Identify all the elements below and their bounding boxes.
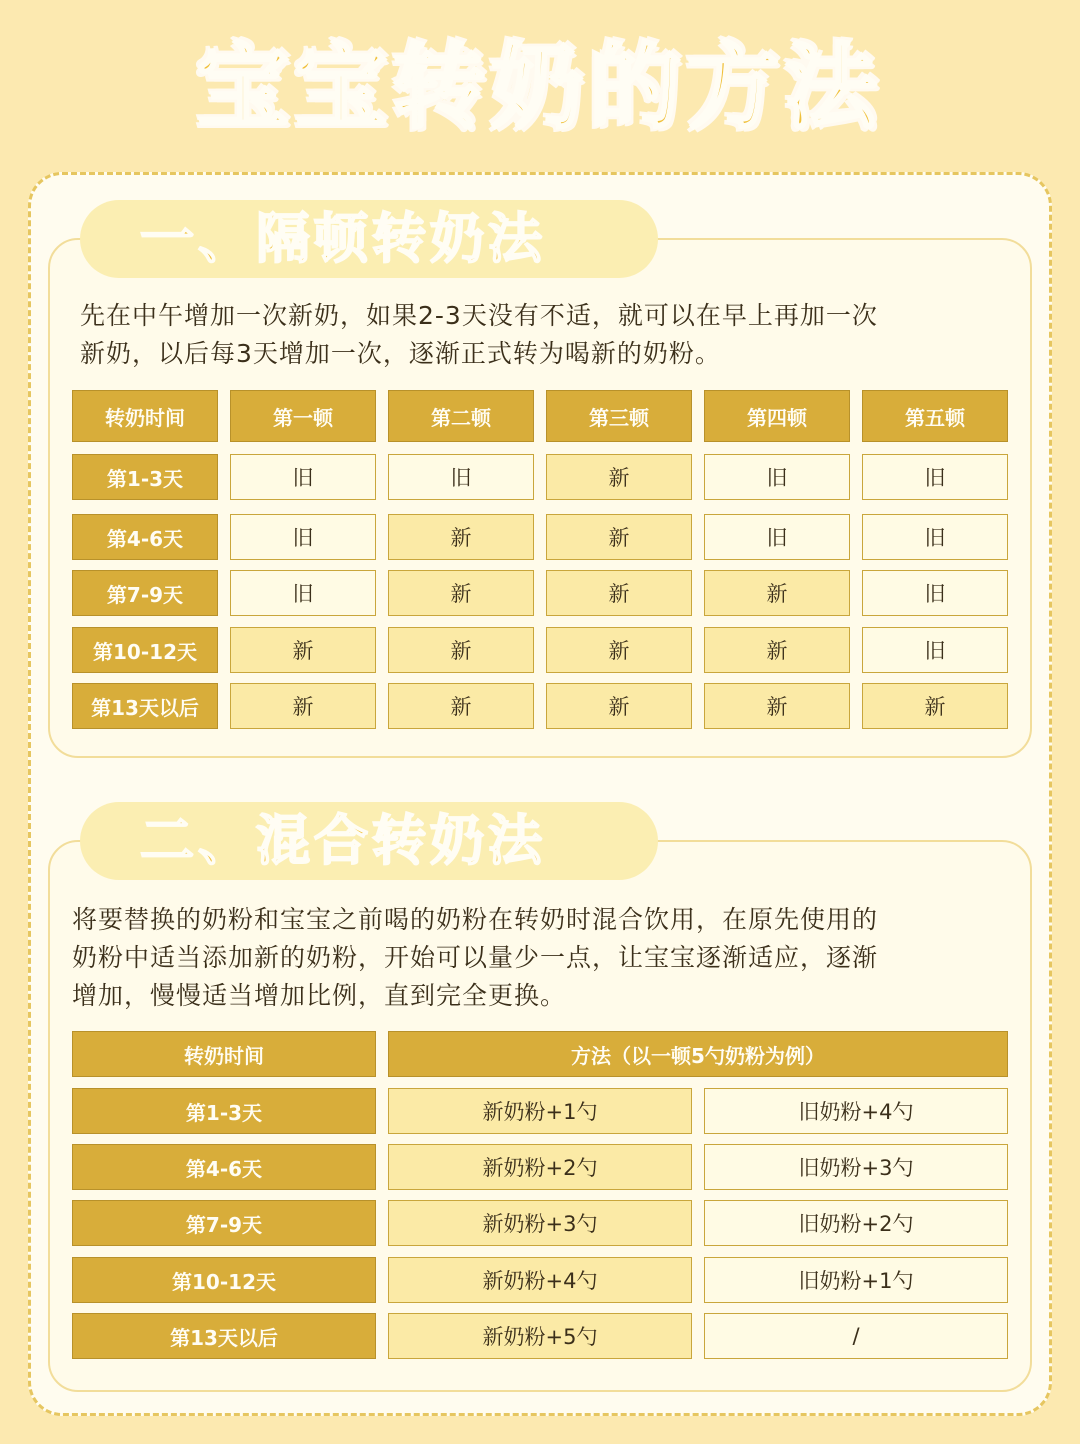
table-header-cell: 第四顿 [704, 390, 850, 442]
table-cell: 新 [230, 627, 376, 673]
table-cell: 新 [546, 454, 692, 500]
row-label: 第10-12天 [72, 1257, 376, 1303]
row-label: 第7-9天 [72, 1200, 376, 1246]
row-label: 第1-3天 [72, 1088, 376, 1134]
row-label: 第4-6天 [72, 514, 218, 560]
old-formula-cell: 旧奶粉+2勺 [704, 1200, 1008, 1246]
table-header-cell: 转奶时间 [72, 1031, 376, 1077]
row-label: 第1-3天 [72, 454, 218, 500]
row-label: 第7-9天 [72, 570, 218, 616]
table-cell: 新 [546, 683, 692, 729]
table-header-cell: 第一顿 [230, 390, 376, 442]
old-formula-cell: 旧奶粉+1勺 [704, 1257, 1008, 1303]
table-cell: 旧 [862, 627, 1008, 673]
table-header-cell: 转奶时间 [72, 390, 218, 442]
table-cell: 旧 [230, 570, 376, 616]
table-cell: 旧 [704, 454, 850, 500]
row-label: 第13天以后 [72, 1313, 376, 1359]
table-header-cell: 第三顿 [546, 390, 692, 442]
table-cell: 新 [388, 627, 534, 673]
section-description [72, 901, 992, 1015]
new-formula-cell: 新奶粉+5勺 [388, 1313, 692, 1359]
table-cell: 新 [230, 683, 376, 729]
table-cell: 新 [704, 570, 850, 616]
row-label: 第10-12天 [72, 627, 218, 673]
table-cell: 新 [388, 683, 534, 729]
row-label: 第13天以后 [72, 683, 218, 729]
new-formula-cell: 新奶粉+1勺 [388, 1088, 692, 1134]
section-heading-mix-method: 二、混合转奶法 [140, 809, 546, 872]
old-formula-cell: 旧奶粉+3勺 [704, 1144, 1008, 1190]
table-cell: 旧 [862, 570, 1008, 616]
table-header-cell: 第五顿 [862, 390, 1008, 442]
table-cell: 新 [704, 627, 850, 673]
old-formula-cell: / [704, 1313, 1008, 1359]
table-header-cell: 方法（以一顿5勺奶粉为例） [388, 1031, 1008, 1077]
table-cell: 新 [862, 683, 1008, 729]
old-formula-cell: 旧奶粉+4勺 [704, 1088, 1008, 1134]
new-formula-cell: 新奶粉+2勺 [388, 1144, 692, 1190]
new-formula-cell: 新奶粉+3勺 [388, 1200, 692, 1246]
table-cell: 旧 [230, 514, 376, 560]
description-line: 将要替换的奶粉和宝宝之前喝的奶粉在转奶时混合饮用，在原先使用的 [72, 905, 879, 934]
row-label: 第4-6天 [72, 1144, 376, 1190]
table-cell: 新 [546, 570, 692, 616]
table-cell: 新 [546, 514, 692, 560]
description-line: 奶粉中适当添加新的奶粉，开始可以量少一点，让宝宝逐渐适应，逐渐 [72, 943, 879, 972]
table-cell: 旧 [230, 454, 376, 500]
table-cell: 新 [704, 683, 850, 729]
page-title: 宝宝转奶的方法 [196, 34, 883, 141]
table-cell: 新 [388, 514, 534, 560]
description-line: 新奶，以后每3天增加一次，逐渐正式转为喝新的奶粉。 [80, 339, 721, 368]
table-header-cell: 第二顿 [388, 390, 534, 442]
description-line: 增加，慢慢适当增加比例，直到完全更换。 [72, 981, 567, 1010]
table-cell: 旧 [862, 514, 1008, 560]
table-cell: 新 [546, 627, 692, 673]
table-cell: 旧 [388, 454, 534, 500]
table-cell: 新 [388, 570, 534, 616]
description-line: 先在中午增加一次新奶，如果2-3天没有不适，就可以在早上再加一次 [80, 301, 878, 330]
table-cell: 旧 [862, 454, 1008, 500]
section-heading-gap-method: 一、隔顿转奶法 [140, 207, 546, 270]
section-description [80, 297, 1000, 373]
table-cell: 旧 [704, 514, 850, 560]
new-formula-cell: 新奶粉+4勺 [388, 1257, 692, 1303]
